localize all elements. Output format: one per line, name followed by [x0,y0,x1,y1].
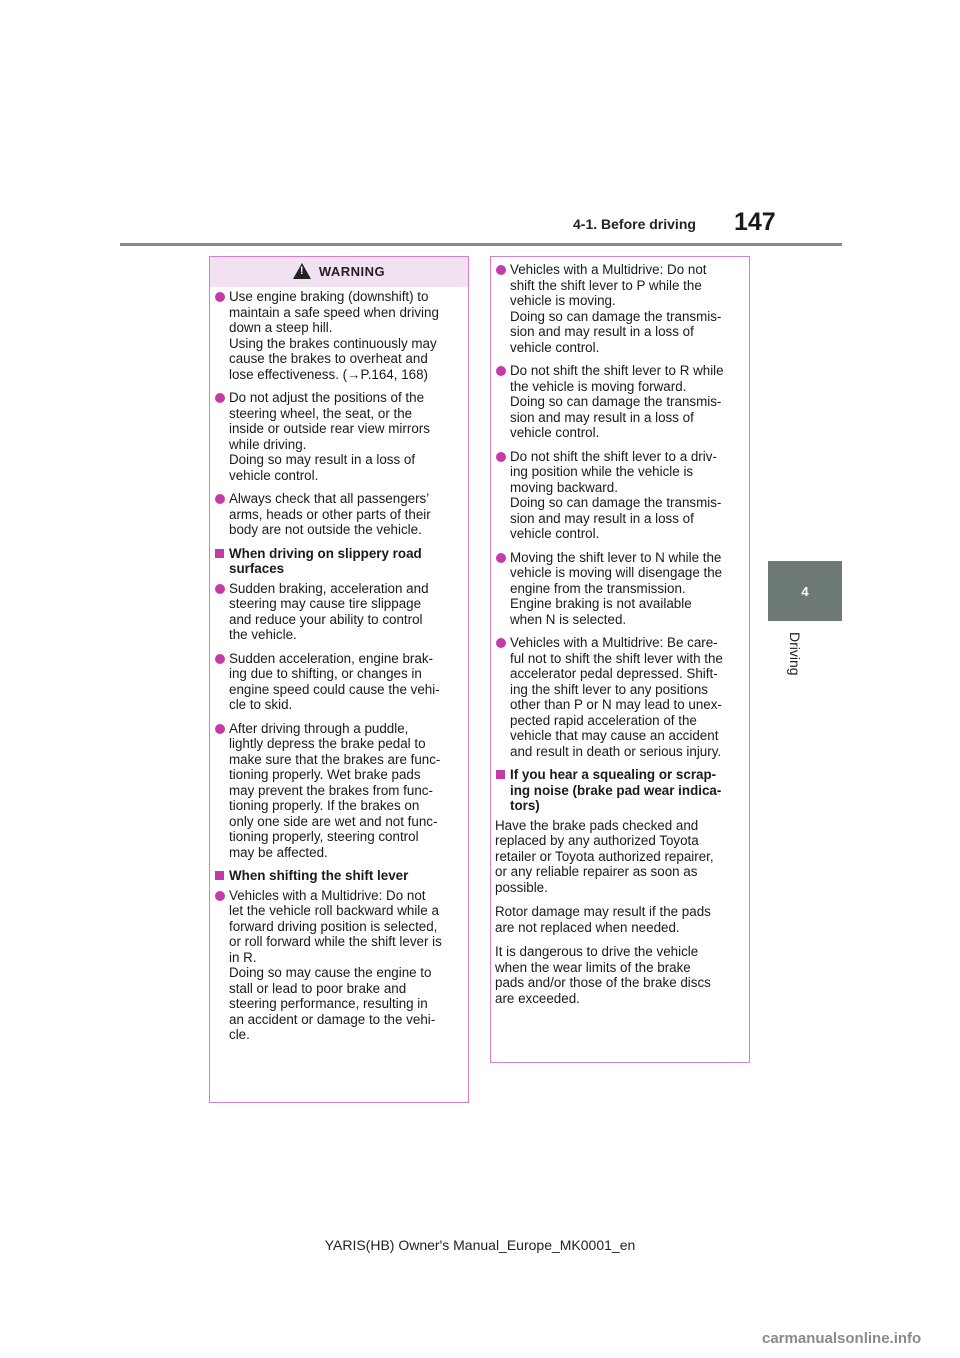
bullet-icon [215,584,225,594]
paragraph [495,904,741,935]
item-text: Do not shift the shift lever to a driv- ing position while the vehicle is moving backward. Doing so can damage the transmis- sion and may result in a loss of vehicle control. [510,448,722,541]
list-item [214,721,460,861]
list-item [214,581,460,643]
paragraph [495,944,741,1006]
warning-body-right [491,257,749,1006]
chapter-label: Driving [787,632,803,676]
bullet-icon [496,553,506,563]
bullet-icon [215,891,225,901]
list-item [214,651,460,713]
bullet-icon [215,724,225,734]
item-text: Sudden acceleration, engine brak- ing due to shifting, or changes in engine speed could cause the vehi- cle to skid. [229,650,440,712]
square-bullet-icon [215,549,224,558]
item-text: If you hear a squealing or scrap- ing noise (brake pad wear indica- tors) [510,767,722,813]
item-text: Have the brake pads checked and replaced by any authorized Toyota retailer or Toyota authorized repairer, or any reliable repairer as soon as possible. [495,817,714,895]
list-item [214,491,460,538]
square-bullet-icon [215,871,224,880]
list-item [495,363,741,441]
list-item [495,449,741,542]
item-text: Vehicles with a Multidrive: Do not let the vehicle roll backward while a forward driving position is selected, or roll forward while the shift lever is in R. Doing so may cause the engine to stall or lead to poor brake and steering performance, resulting in an accident or damage to the vehi- cle. [229,887,442,1042]
warning-panel-right [490,256,750,1063]
warning-title: WARNING [318,264,386,280]
item-text: Use engine braking (downshift) to maintain a safe speed when driving down a steep hill. Using the brakes continuously may cause the brakes to overheat and lose effectiveness. (→P.164, 168) [229,289,439,382]
item-text: Always check that all passengers’ arms, heads or other parts of their body are not outside the vehicle. [229,491,431,537]
warning-panel-left [209,256,469,1103]
list-item [495,635,741,759]
page-number: 147 [734,208,776,236]
manual-footer: YARIS(HB) Owner's Manual_Europe_MK0001_en [324,1237,636,1253]
list-item [495,550,741,628]
item-text: When shifting the shift lever [229,868,409,883]
subheading [495,767,741,814]
item-text: When driving on slippery road surfaces [229,545,422,576]
bullet-icon [215,494,225,504]
warning-triangle-icon [293,263,311,279]
item-text: Do not shift the shift lever to R while the vehicle is moving forward. Doing so can damage the transmis- sion and may result in a loss of vehicle control. [510,363,724,440]
watermark[interactable]: carmanualsonline.info [762,1330,922,1347]
list-item [214,289,460,382]
list-item [495,262,741,355]
item-text: Do not adjust the positions of the steering wheel, the seat, or the inside or outside rear view mirrors while driving. Doing so may result in a loss of vehicle control. [229,390,430,483]
header-divider [120,243,842,246]
item-text: Vehicles with a Multidrive: Do not shift the shift lever to P while the vehicle is moving. Doing so can damage the transmis- sion and may result in a loss of vehicle control. [510,262,722,355]
bullet-icon [496,638,506,648]
item-text: Moving the shift lever to N while the vehicle is moving will disengage the engine from the transmission. Engine braking is not available when N is selected. [510,549,723,627]
section-title: 4-1. Before driving [573,216,696,232]
paragraph [495,818,741,896]
item-text: Vehicles with a Multidrive: Be care- ful not to shift the shift lever with the accelerator pedal depressed. Shift- ing the shift lever to any positions other than P or N may lead to unex- pected rapid acceleration of the vehicle that may cause an accident and result in death or serious injury. [510,635,723,759]
list-item [214,390,460,483]
subheading [214,868,460,884]
bullet-icon [215,292,225,302]
item-text: It is dangerous to drive the vehicle when the wear limits of the brake pads and/or those of the brake discs are exceeded. [495,944,711,1006]
warning-header [210,257,468,287]
bullet-icon [496,265,506,275]
chapter-tab[interactable] [768,561,842,621]
warning-body-left [210,287,468,1043]
item-text: Rotor damage may result if the pads are not replaced when needed. [495,904,711,935]
item-text: Sudden braking, acceleration and steering may cause tire slippage and reduce your ability to control the vehicle. [229,580,429,642]
bullet-icon [215,393,225,403]
subheading [214,546,460,577]
bullet-icon [496,452,506,462]
bullet-icon [496,366,506,376]
square-bullet-icon [496,770,505,779]
item-text: After driving through a puddle, lightly depress the brake pedal to make sure that the brakes are func- tioning properly. Wet brake pads may prevent the brakes from func- tioning properly. If the brakes on only one side are wet and not func- tioning properly, steering control may be affected. [229,720,441,860]
bullet-icon [215,654,225,664]
list-item [214,888,460,1043]
chapter-number: 4 [801,583,809,599]
